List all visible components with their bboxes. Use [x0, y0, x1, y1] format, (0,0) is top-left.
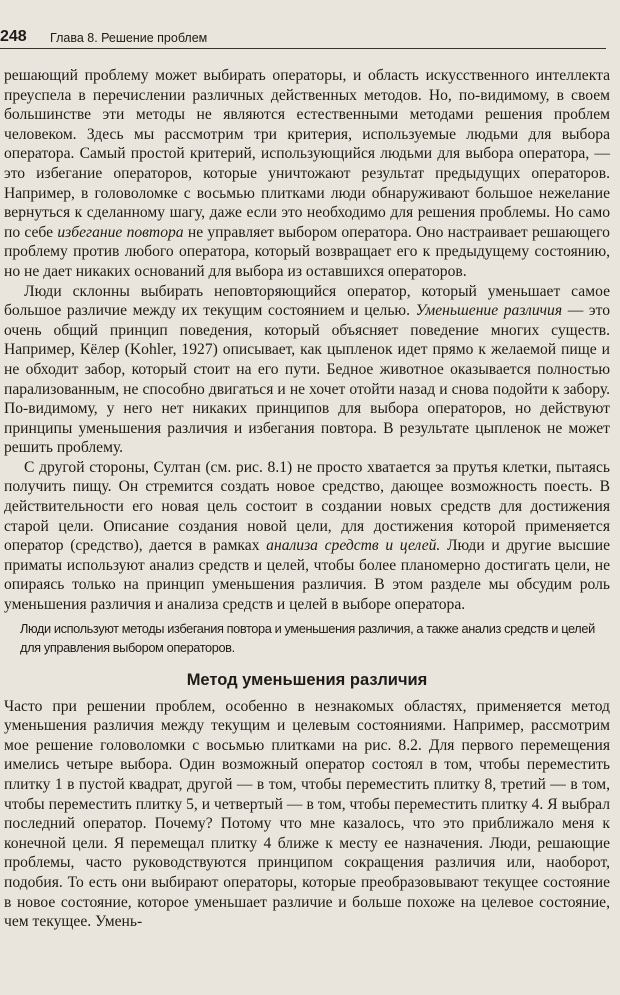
paragraph-2: Люди склонны выбирать неповторяющийся оператор, который уменьшает самое большое различие между их текущим состоянием и целью. Уменьшение различия — это очень общий принцип поведения, который объясняет поведение многих существ. Например, Кёлер (Kohler, 1927) описывает, как цыпленок идет прямо к желаемой пище и не обходит забор, который стоит на его пути. Бедное животное оказывается полностью парализованным, не способно двигаться и не хочет отойти назад и снова подойти к забору. По-видимому, у него нет никаких принципов для выбора операторов, но действуют принципы уменьшения различия и избегания повтора. В результате цыпленок не может решить проблему. [4, 282, 610, 457]
chapter-title: Глава 8. Решение проблем [50, 31, 208, 45]
paragraph-3: С другой стороны, Султан (см. рис. 8.1) не просто хватается за прутья клетки, пытаясь получить пищу. Он стремится создать новое средство, дающее возможность поесть. В действительности его новая цель состоит в создании новых средств для достижения старой цели. Описание создания новой цели, для достижения которой применяется оператор (средство), дается в рамках анализа средств и целей. Люди и другие высшие приматы используют анализ средств и целей, чтобы более планомерно достигать цели, не опираясь только на принцип уменьшения различия. В этом разделе мы обсудим роль уменьшения различия и анализа средств и целей в выборе оператора. [4, 458, 611, 614]
paragraph-4: Часто при решении проблем, особенно в незнакомых областях, применяется метод уменьшения различия между текущим и целевым состояниями. Например, рассмотрим мое решение головоломки с восьмью плитками на рис. 8.2. Для первого перемещения имелись четыре выбора. Один возможный оператор состоял в том, чтобы переместить плитку 1 в пустой квадрат, другой — в том, чтобы переместить плитку 8, третий — в том, чтобы переместить плитку 5, и четвертый — в том, чтобы переместить плитку 4. Я выбрал последний оператор. Почему? Потому что мне казалось, что это приближало меня к конечной цели. Я перемещал плитку 4 ближе к месту ее назначения. Люди, решающие проблемы, часто руководствуются принципом сокращения различия или, наоборот, подобия. То есть они выбирают операторы, которые преобразовывают текущее состояние в новое состояние, которое уменьшает различие и больше похоже на целевое состояние, чем текущее. Умень- [4, 697, 610, 931]
paragraph-1: решающий проблему может выбирать операторы, и область искусственного интеллекта преуспела в перечислении различных действенных методов. Но, по-видимому, в своем большинстве эти методы не являются естественными методами решения проблем человеком. Здесь мы рассмотрим три критерия, используемые людьми для выбора оператора. Самый простой критерий, использующийся людьми для выбора оператора, — это избегание операторов, которые уничтожают результат предыдущих операторов. Например, в головоломке с восьмью плитками люди обнаруживают большое нежелание вернуться к сделанному шагу, даже если это необходимо для решения проблемы. Но само по себе избегание повтора не управляет выбором оператора. Оно настраивает решающего проблему против любого оператора, который возвращает его к предыдущему состоянию, но не дает никаких оснований для выбора из оставшихся операторов. [4, 67, 610, 280]
section-heading: Метод уменьшения различия [186, 670, 428, 689]
running-header [0, 30, 606, 49]
term-means-ends: анализа средств и целей. [266, 537, 441, 555]
term-difference-reduction: Уменьшение различия [415, 302, 563, 320]
body-text [4, 66, 610, 932]
summary-note: Люди используют методы избегания повтора и уменьшения различия, а также анализ средств и целей для управления выбором операторов. [20, 620, 595, 655]
page-number: 248 [0, 28, 27, 45]
term-avoid-repeat: избегание повтора [57, 223, 184, 241]
